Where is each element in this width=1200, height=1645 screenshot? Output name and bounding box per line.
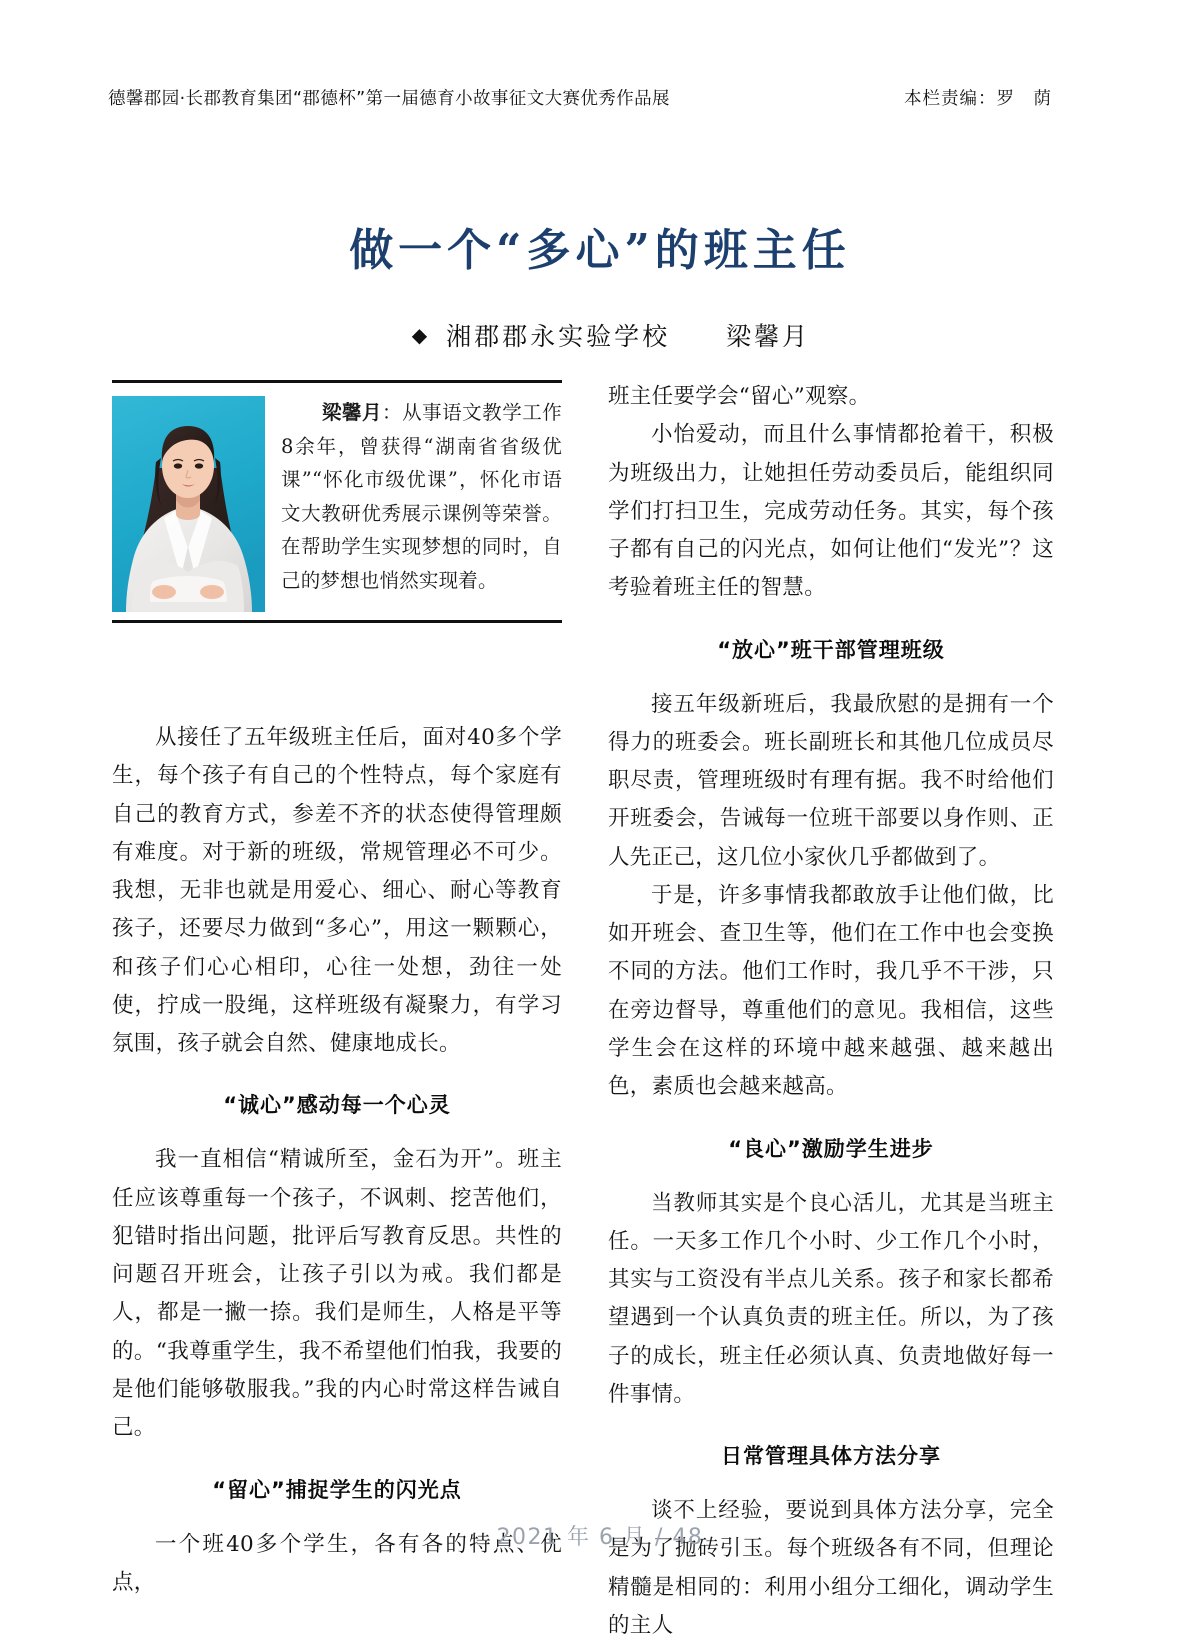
- bio-rule-bottom: [112, 620, 562, 623]
- section-heading-chengxin: “诚心”感动每一个心灵: [223, 1093, 451, 1118]
- right-column: [608, 378, 1054, 1645]
- author-bio-text: [265, 396, 562, 597]
- header-series-title: 德馨郡园·长郡教育集团“郡德杯”第一届德育小故事征文大赛优秀作品展: [108, 89, 670, 109]
- section-heading-liangxin: “良心”激励学生进步: [728, 1136, 934, 1161]
- right-paragraph-1: 班主任要学会“留心”观察。: [608, 384, 871, 409]
- right-paragraph-3: 接五年级新班后，我最欣慰的是拥有一个得力的班委会。班长副班长和其他几位成员尽职尽责，管理班级时有理有据。我不时给他们开班委会，告诫每一位班干部要以身作则、正人先正己，这几位小家伙几乎都做到了。: [608, 691, 1054, 870]
- byline-affiliation-author: 湘郡郡永实验学校 梁馨月: [446, 322, 811, 351]
- right-paragraph-2: 小怡爱动，而且什么事情都抢着干，积极为班级出力，让她担任劳动委员后，能组织同学们打扫卫生，完成劳动任务。其实，每个孩子都有自己的闪光点，如何让他们“发光”？这考验着班主任的智慧。: [608, 422, 1054, 601]
- section-heading-daily-management: 日常管理具体方法分享: [721, 1444, 941, 1469]
- right-paragraph-5: 当教师其实是个良心活儿，尤其是当班主任。一天多工作几个小时、少工作几个小时，其实与工资没有半点儿关系。孩子和家长都希望遇到一个认真负责的班主任。所以，为了孩子的成长，班主任必须认真、负责地做好每一件事情。: [608, 1190, 1054, 1407]
- page-title: 做一个“多心”的班主任: [349, 225, 851, 277]
- author-bio-name: 梁馨月: [321, 401, 383, 424]
- section-heading-fangxin: “放心”班干部管理班级: [717, 637, 945, 662]
- section-heading-liuxin: “留心”捕捉学生的闪光点: [212, 1477, 462, 1502]
- left-paragraph-1: 从接任了五年级班主任后，面对40多个学生，每个孩子有自己的个性特点，每个家庭有自己的教育方式，参差不齐的状态使得管理颇有难度。对于新的班级，常规管理必不可少。我想，无非也就是用爱心、细心、耐心等教育孩子，还要尽力做到“多心”，用这一颗颗心，和孩子们心心相印，心往一处想，劲往一处使，拧成一股绳，这样班级有凝聚力，有学习氛围，孩子就会自然、健康地成长。: [112, 725, 562, 1057]
- left-column: [112, 380, 562, 1602]
- header-editor-credit: 本栏责编：罗 荫: [904, 89, 1052, 109]
- author-bio-body: 从事语文教学工作8余年，曾获得“湖南省省级优课”“怀化市级优课”，怀化市语文大教研优秀展示课例等荣誉。在帮助学生实现梦想的同时，自己的梦想也悄然实现着。: [281, 401, 562, 592]
- diamond-bullet-icon: ◆: [411, 323, 431, 347]
- right-paragraph-4: 于是，许多事情我都敢放手让他们做，比如开班会、查卫生等，他们在工作中也会变换不同的方法。他们工作时，我几乎不干涉，只在旁边督导，尊重他们的意见。我相信，这些学生会在这样的环境中越来越强、越来越出色，素质也会越来越高。: [608, 882, 1054, 1100]
- right-paragraph-6: 谈不上经验，要说到具体方法分享，完全是为了抛砖引玉。每个班级各有不同，但理论精髓是相同的：利用小组分工细化，调动学生的主人: [608, 1498, 1054, 1638]
- author-bio-separator: ：: [382, 401, 403, 424]
- page-footer: 2021 年 6 月 / 48: [496, 1525, 704, 1550]
- left-paragraph-3: 一个班40多个学生，各有各的特点、优点，: [112, 1531, 562, 1595]
- page-header: [108, 85, 1052, 110]
- left-paragraph-2: 我一直相信“精诚所至，金石为开”。班主任应该尊重每一个孩子，不讽刺、挖苦他们，犯错时指出问题，批评后写教育反思。共性的问题召开班会，让孩子引以为戒。我们都是人，都是一撇一捺。我们是师生，人格是平等的。“我尊重学生，我不希望他们怕我，我要的是他们能够敬服我。”我的内心时常这样告诫自己。: [112, 1147, 562, 1441]
- author-bio-block: [112, 380, 562, 623]
- byline: [0, 288, 1200, 353]
- author-portrait-photo: [112, 396, 265, 612]
